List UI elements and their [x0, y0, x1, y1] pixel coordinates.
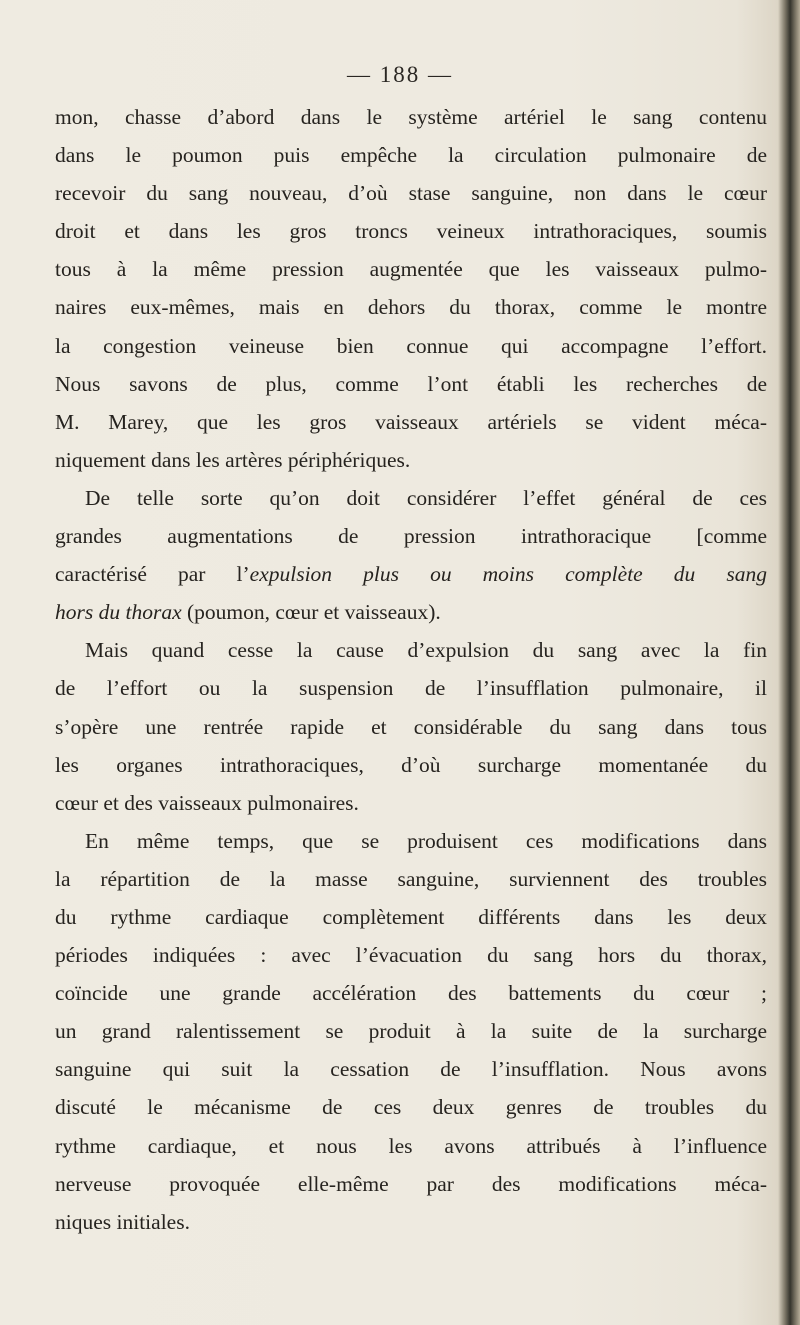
paragraph-end-line: cœur et des vaisseaux pulmonaires.	[55, 790, 359, 815]
page-number: — 188 —	[347, 62, 453, 87]
paragraph-start-line: En même temps, que se produisent ces modifications dans	[85, 828, 767, 853]
italic-text: hors du thorax	[55, 600, 182, 625]
text-line: dans le poumon puis empêche la circulation pulmonaire de	[55, 143, 767, 168]
text-line: droit et dans les gros troncs veineux intrathoraciques, soumis	[55, 219, 767, 244]
text-line: périodes indiquées : avec l’évacuation du sang hors du thorax,	[55, 943, 767, 968]
paragraph-start-line: De telle sorte qu’on doit considérer l’effet général de ces	[85, 485, 767, 510]
text-line: recevoir du sang nouveau, d’où stase sanguine, non dans le cœur	[55, 181, 767, 206]
paragraph-end-line: hors du thorax (poumon, cœur et vaisseaux).	[55, 600, 441, 625]
text-line: sanguine qui suit la cessation de l’insufflation. Nous avons	[55, 1057, 767, 1082]
text-line: naires eux-mêmes, mais en dehors du thorax, comme le montre	[55, 295, 767, 320]
text-line: caractérisé par l’expulsion plus ou moins complète du sang	[55, 562, 767, 587]
paragraph-end-line: niquement dans les artères périphériques.	[55, 447, 411, 472]
text-line: nerveuse provoquée elle-même par des modifications méca-	[55, 1171, 767, 1196]
text-line: grandes augmentations de pression intrathoracique [comme	[55, 524, 767, 549]
paragraph-end-line: niques initiales.	[55, 1209, 190, 1234]
text-line: tous à la même pression augmentée que les vaisseaux pulmo-	[55, 257, 767, 282]
paragraph-start-line: Mais quand cesse la cause d’expulsion du sang avec la fin	[85, 638, 767, 663]
text-line: rythme cardiaque, et nous les avons attribués à l’influence	[55, 1133, 767, 1158]
text-line: du rythme cardiaque complètement différents dans les deux	[55, 904, 767, 929]
page-edge-shadow	[778, 0, 800, 1325]
text-line: de l’effort ou la suspension de l’insufflation pulmonaire, il	[55, 676, 767, 701]
text-line: s’opère une rentrée rapide et considérable du sang dans tous	[55, 714, 767, 739]
text-line: Nous savons de plus, comme l’ont établi les recherches de	[55, 371, 767, 396]
text-line: M. Marey, que les gros vaisseaux artériels se vident méca-	[55, 409, 767, 434]
text-line: un grand ralentissement se produit à la suite de la surcharge	[55, 1019, 767, 1044]
text-line: mon, chasse d’abord dans le système artériel le sang contenu	[55, 105, 767, 129]
text-line: la répartition de la masse sanguine, surviennent des troubles	[55, 866, 767, 891]
italic-text: expulsion plus ou moins complète du sang	[249, 562, 767, 587]
text-line: discuté le mécanisme de ces deux genres de troubles du	[55, 1095, 767, 1120]
body-text	[55, 98, 767, 1241]
text-line: coïncide une grande accélération des battements du cœur ;	[55, 981, 767, 1006]
text-line: la congestion veineuse bien connue qui accompagne l’effort.	[55, 333, 767, 358]
text-line: les organes intrathoraciques, d’où surcharge momentanée du	[55, 752, 767, 777]
